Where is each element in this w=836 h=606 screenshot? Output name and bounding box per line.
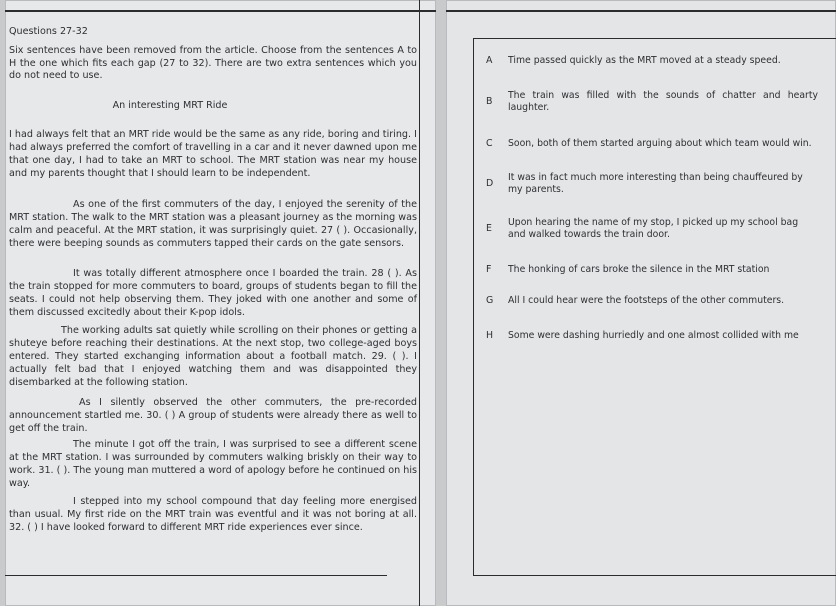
option-text: Time passed quickly as the MRT moved at a steady speed. <box>508 55 781 66</box>
paragraph-2: As one of the first commuters of the day, I enjoyed the serenity of the MRT station. The walk to the MRT station was a pleasant journey as the morning was calm and peaceful. At the MRT station, it was surprisingly quiet. 27 ( ). Occasionally, there were beeping sounds as commuters tapped their cards on the gate sensors. <box>9 199 417 249</box>
right-margin-line <box>419 0 420 606</box>
option-text: Some were dashing hurriedly and one almost collided with me <box>508 330 799 341</box>
option-letter: F <box>486 264 492 275</box>
top-border <box>5 10 436 12</box>
option-text: Soon, both of them started arguing about which team would win. <box>508 138 812 149</box>
top-border <box>446 10 836 12</box>
frame-top-line <box>473 38 836 39</box>
frame-bottom-line <box>473 575 836 576</box>
option-text: It was in fact much more interesting than being chauffeured by my parents. <box>508 172 803 195</box>
instructions: Six sentences have been removed from the article. Choose from the sentences A to H the one which fits each gap (27 to 32). There are two extra sentences which you do not need to use. <box>9 45 417 82</box>
paragraph-6: The minute I got off the train, I was surprised to see a different scene at the MRT station. I was surrounded by commuters walking briskly on their way to work. 31. ( ). The young man muttered a word of apology before he continued on his way. <box>9 439 417 489</box>
option-text: The train was filled with the sounds of chatter and hearty laughter. <box>508 90 818 113</box>
option-text: All I could hear were the footsteps of the other commuters. <box>508 295 785 306</box>
left-margin-line <box>473 38 474 576</box>
option-letter: E <box>486 223 492 234</box>
paragraph-3: It was totally different atmosphere once I boarded the train. 28 ( ). As the train stopped for more commuters to board, groups of students began to fill the seats. I could not help observing them. They joked with one another and some of them discussed excitedly about their K-pop idols. <box>9 268 417 318</box>
option-letter: A <box>486 55 493 66</box>
option-letter: B <box>486 96 493 107</box>
option-text: The honking of cars broke the silence in the MRT station <box>508 264 770 275</box>
option-letter: C <box>486 138 493 149</box>
paragraph-7: I stepped into my school compound that day feeling more energised than usual. My first ride on the MRT train was eventful and it was not boring at all. 32. ( ) I have looked forward to different MRT ride experiences ever since. <box>9 496 417 533</box>
option-letter: H <box>486 330 494 341</box>
article-title: An interesting MRT Ride <box>112 100 228 111</box>
paragraph-1: I had always felt that an MRT ride would be the same as any ride, boring and tiring. I had always preferred the comfort of travelling in a car and it never dawned upon me that one day, I had to take an MRT to school. The MRT station was near my house and my parents thought that I should learn to be independent. <box>9 129 417 179</box>
bottom-border <box>5 575 387 576</box>
option-letter: G <box>486 295 494 306</box>
option-letter: D <box>486 178 494 189</box>
questions-heading: Questions 27-32 <box>9 26 88 37</box>
option-text: Upon hearing the name of my stop, I picked up my school bag and walked towards the train door. <box>508 217 799 240</box>
left-page <box>5 0 436 606</box>
paragraph-5: As I silently observed the other commuters, the pre-recorded announcement startled me. 30. ( ) A group of students were already there as well to get off the train. <box>9 397 417 434</box>
right-page <box>446 0 836 606</box>
paragraph-4: The working adults sat quietly while scrolling on their phones or getting a shuteye before reaching their destinations. At the next stop, two college-aged boys entered. They started exchanging information about a football match. 29. ( ). I actually felt bad that I enjoyed watching them and was disappointed they disembarked at the following station. <box>9 325 417 388</box>
